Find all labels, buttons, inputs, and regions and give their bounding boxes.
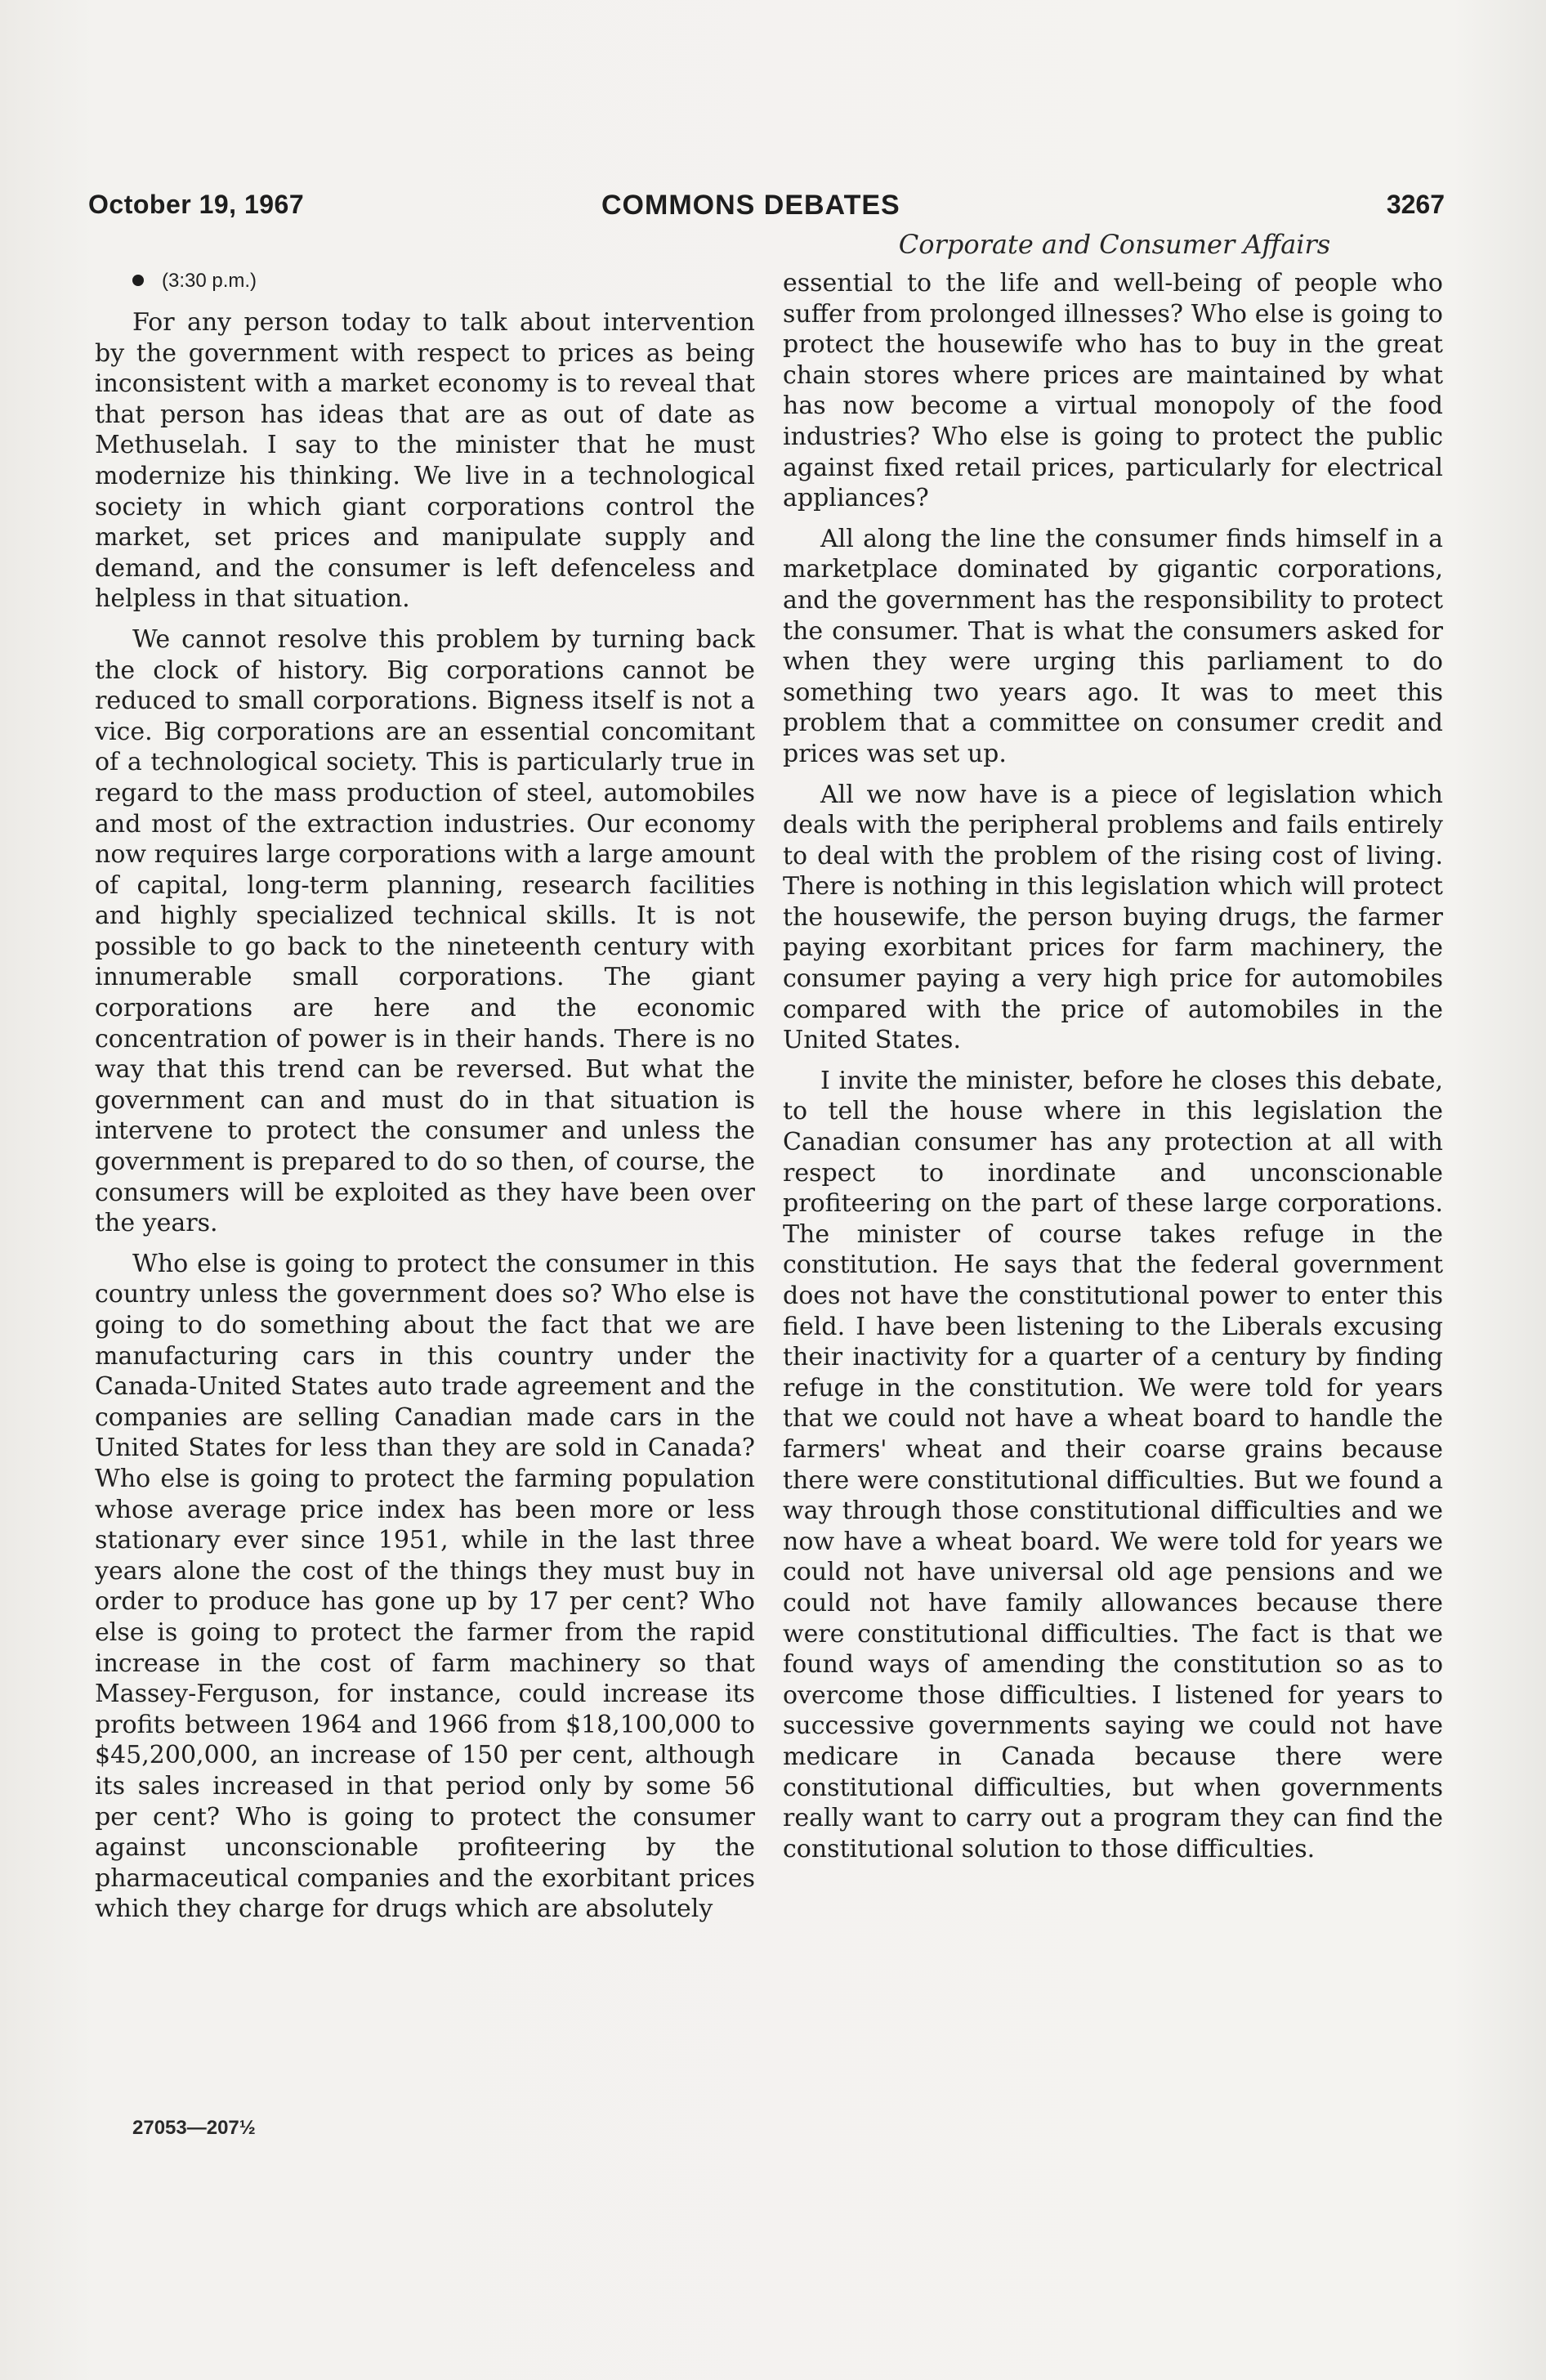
subject-heading: Corporate and Consumer Affairs [898, 229, 1331, 260]
paragraph: All we now have is a piece of legislation which deals with the peripheral problems and fails entirely to deal with the problem of the rising cost of living. There is nothing in this legislation which will protect the housewife, the person buying drugs, the farmer paying exorbitant prices for farm machinery, the consumer paying a very high price for automobiles compared with the price of automobiles in the United States. [783, 780, 1443, 1055]
header-date: October 19, 1967 [88, 190, 305, 219]
paragraph: Who else is going to protect the consumer in this country unless the government does so? Who else is going to do something about the fact that we are manufacturing cars in this country under the Canada-United States auto trade agreement and the companies are selling Canadian made cars in the United States for less than they are sold in Canada? Who else is going to protect the farming population whose average price index has been more or less stationary ever since 1951, while in the last three years alone the cost of the things they must buy in order to produce has gone up by 17 per cent? Who else is going to protect the farmer from the rapid increase in the cost of farm machinery so that Massey-Ferguson, for instance, could increase its profits between 1964 and 1966 from $18,100,000 to $45,200,000, an increase of 150 per cent, although its sales increased in that period only by some 56 per cent? Who is going to protect the consumer against unconscionable profiteering by the pharmaceutical companies and the exorbitant prices which they charge for drugs which are absolutely [95, 1249, 755, 1924]
running-head [88, 190, 1445, 229]
right-column [783, 268, 1443, 1874]
header-title: COMMONS DEBATES [601, 190, 900, 221]
paragraph: For any person today to talk about intervention by the government with respect to prices as being inconsistent with a market economy is to reveal that that person has ideas that are as out of date as Methuselah. I say to the minister that he must modernize his thinking. We live in a technological society in which giant corporations control the market, set prices and manipulate supply and demand, and the consumer is left defenceless and helpless in that situation. [95, 308, 755, 614]
printer-signature: 27053—207½ [132, 2117, 256, 2139]
time-stamp-text: (3:30 p.m.) [162, 270, 257, 292]
paragraph: All along the line the consumer finds himself in a marketplace dominated by gigantic corporations, and the government has the responsibility to protect the consumer. That is what the consumers asked for when they were urging this parliament to do something two years ago. It was to meet this problem that a committee on consumer credit and prices was set up. [783, 524, 1443, 768]
bullet-marker-icon [132, 275, 144, 286]
left-column [95, 265, 755, 1935]
page-number: 3267 [1386, 190, 1445, 219]
paragraph: We cannot resolve this problem by turning back the clock of history. Big corporations cannot be reduced to small corporations. Bigness itself is not a vice. Big corporations are an essential concomitant of a technological society. This is particularly true in regard to the mass production of steel, automobiles and most of the extraction industries. Our economy now requires large corporations with a large amount of capital, long-term planning, research facilities and highly specialized technical skills. It is not possible to go back to the nineteenth century with innumerable small corporations. The giant corporations are here and the economic concentration of power is in their hands. There is no way that this trend can be reversed. But what the government can and must do in that situation is intervene to protect the consumer and unless the government is prepared to do so then, of course, the consumers will be exploited as they have been over the years. [95, 624, 755, 1238]
paragraph: essential to the life and well-being of people who suffer from prolonged illnesses? Who else is going to protect the housewife who has to buy in the great chain stores where prices are maintained by what has now become a virtual monopoly of the food industries? Who else is going to protect the public against fixed retail prices, particularly for electrical appliances? [783, 269, 1443, 513]
paragraph: I invite the minister, before he closes this debate, to tell the house where in this legislation the Canadian consumer has any protection at all with respect to inordinate and unconscionable profiteering on the part of these large corporations. The minister of course takes refuge in the constitution. He says that the federal government does not have the constitutional power to enter this field. I have been listening to the Liberals excusing their inactivity for a quarter of a century by finding refuge in the constitution. We were told for years that we could not have a wheat board to handle the farmers' wheat and their coarse grains because there were constitutional difficulties. But we found a way through those constitutional difficulties and we now have a wheat board. We were told for years we could not have universal old age pensions and we could not have family allowances because there were constitutional difficulties. The fact is that we found ways of amending the constitution so as to overcome those difficulties. I listened for years to successive governments saying we could not have medicare in Canada because there were constitutional difficulties, but when governments really want to carry out a program they can find the constitutional solution to those difficulties. [783, 1066, 1443, 1863]
time-stamp [95, 265, 755, 298]
